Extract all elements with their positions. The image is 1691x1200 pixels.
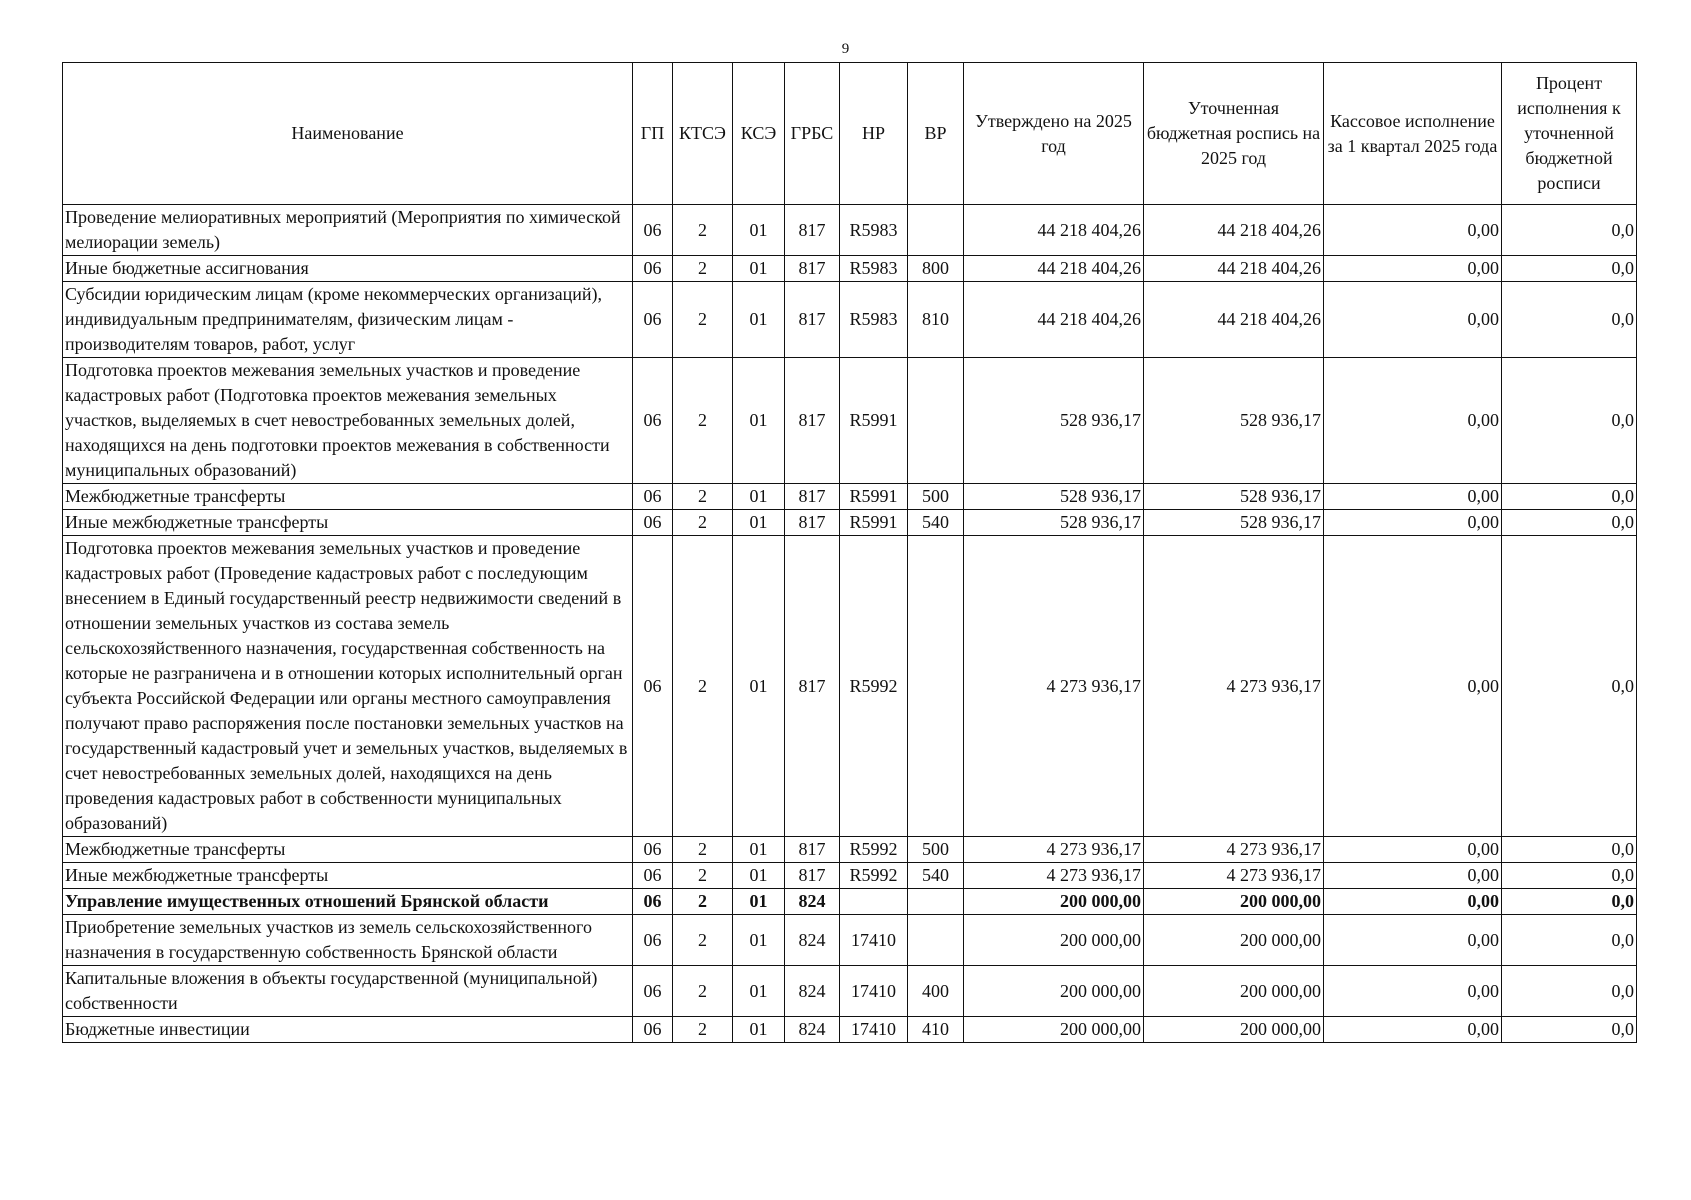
table-row-department-total [63,889,1637,915]
row-name: Иные бюджетные ассигнования [63,256,633,282]
row-refined: 44 218 404,26 [1144,256,1324,282]
row-name: Иные межбюджетные трансферты [63,863,633,889]
row-percent: 0,0 [1502,966,1637,1017]
row-name: Межбюджетные трансферты [63,484,633,510]
row-kse: 01 [733,863,785,889]
row-name: Капитальные вложения в объекты государственной (муниципальной) собственности [63,966,633,1017]
row-gp: 06 [633,889,673,915]
header-refined: Уточненная бюджетная роспись на 2025 год [1144,63,1324,205]
row-percent: 0,0 [1502,915,1637,966]
row-vr [908,536,964,837]
row-percent: 0,0 [1502,536,1637,837]
header-cash: Кассовое исполнение за 1 квартал 2025 года [1324,63,1502,205]
row-refined: 528 936,17 [1144,484,1324,510]
row-np: R5991 [840,358,908,484]
row-gp: 06 [633,256,673,282]
row-refined: 200 000,00 [1144,889,1324,915]
row-vr: 810 [908,282,964,358]
header-vr: ВР [908,63,964,205]
header-ktse: КТСЭ [673,63,733,205]
row-name: Подготовка проектов межевания земельных участков и проведение кадастровых работ (Проведение кадастровых работ с последующим внесением в Единый государственный реестр недвижимости сведений в отношении земельных участков из состава земель сельскохозяйственного назначения, государственная собственность на которые не разграничена и в отношении которых исполнительный орган субъекта Российской Федерации или органы местного самоуправления получают право распоряжения после постановки земельных участков на государственный кадастровый учет и земельных участков, выделяемых в счет невостребованных земельных долей, находящихся на день проведения кадастровых работ в собственности муниципальных образований) [63,536,633,837]
header-np: НР [840,63,908,205]
row-vr [908,358,964,484]
row-vr: 400 [908,966,964,1017]
table-header-row [63,63,1637,205]
row-grbs: 824 [785,966,840,1017]
row-name: Иные межбюджетные трансферты [63,510,633,536]
row-grbs: 824 [785,915,840,966]
row-vr [908,205,964,256]
row-percent: 0,0 [1502,358,1637,484]
row-name: Межбюджетные трансферты [63,837,633,863]
row-gp: 06 [633,837,673,863]
page-number: 9 [841,41,850,57]
row-approved: 528 936,17 [964,484,1144,510]
row-kse: 01 [733,205,785,256]
table-row [63,205,1637,256]
table-row [63,1017,1637,1043]
row-approved: 4 273 936,17 [964,837,1144,863]
row-kse: 01 [733,837,785,863]
row-ktse: 2 [673,282,733,358]
row-ktse: 2 [673,915,733,966]
row-kse: 01 [733,484,785,510]
row-np: R5992 [840,863,908,889]
row-cash: 0,00 [1324,863,1502,889]
row-approved: 200 000,00 [964,889,1144,915]
row-name: Управление имущественных отношений Брянской области [63,889,633,915]
row-refined: 200 000,00 [1144,915,1324,966]
row-percent: 0,0 [1502,256,1637,282]
row-grbs: 817 [785,256,840,282]
row-ktse: 2 [673,205,733,256]
row-cash: 0,00 [1324,358,1502,484]
row-np: 17410 [840,966,908,1017]
row-vr [908,889,964,915]
table-row [63,966,1637,1017]
row-percent: 0,0 [1502,1017,1637,1043]
row-cash: 0,00 [1324,966,1502,1017]
row-refined: 200 000,00 [1144,1017,1324,1043]
table-row [63,863,1637,889]
row-vr: 540 [908,510,964,536]
row-ktse: 2 [673,536,733,837]
row-gp: 06 [633,863,673,889]
row-approved: 4 273 936,17 [964,536,1144,837]
row-percent: 0,0 [1502,484,1637,510]
row-gp: 06 [633,282,673,358]
row-percent: 0,0 [1502,837,1637,863]
row-approved: 4 273 936,17 [964,863,1144,889]
table-row [63,536,1637,837]
row-np [840,889,908,915]
row-cash: 0,00 [1324,256,1502,282]
row-cash: 0,00 [1324,1017,1502,1043]
header-gp: ГП [633,63,673,205]
row-cash: 0,00 [1324,282,1502,358]
row-name: Бюджетные инвестиции [63,1017,633,1043]
row-approved: 528 936,17 [964,358,1144,484]
row-kse: 01 [733,889,785,915]
row-gp: 06 [633,484,673,510]
row-approved: 44 218 404,26 [964,205,1144,256]
row-approved: 44 218 404,26 [964,256,1144,282]
row-grbs: 817 [785,863,840,889]
row-refined: 528 936,17 [1144,510,1324,536]
row-cash: 0,00 [1324,837,1502,863]
row-np: R5983 [840,256,908,282]
row-cash: 0,00 [1324,510,1502,536]
row-name: Субсидии юридическим лицам (кроме некоммерческих организаций), индивидуальным предпринимателям, физическим лицам - производителям товаров, работ, услуг [63,282,633,358]
row-gp: 06 [633,358,673,484]
row-ktse: 2 [673,510,733,536]
row-gp: 06 [633,966,673,1017]
row-np: R5991 [840,510,908,536]
row-name: Проведение мелиоративных мероприятий (Мероприятия по химической мелиорации земель) [63,205,633,256]
row-refined: 200 000,00 [1144,966,1324,1017]
row-np: R5983 [840,282,908,358]
row-ktse: 2 [673,484,733,510]
row-grbs: 817 [785,484,840,510]
row-np: R5991 [840,484,908,510]
row-percent: 0,0 [1502,282,1637,358]
row-vr: 540 [908,863,964,889]
row-name: Подготовка проектов межевания земельных участков и проведение кадастровых работ (Подготовка проектов межевания земельных участков, выделяемых в счет невостребованных земельных долей, находящихся на день подготовки проектов межевания в собственности муниципальных образований) [63,358,633,484]
row-grbs: 817 [785,205,840,256]
row-ktse: 2 [673,966,733,1017]
row-refined: 44 218 404,26 [1144,205,1324,256]
row-kse: 01 [733,966,785,1017]
table-row [63,510,1637,536]
row-cash: 0,00 [1324,484,1502,510]
row-ktse: 2 [673,358,733,484]
row-ktse: 2 [673,889,733,915]
row-kse: 01 [733,510,785,536]
row-percent: 0,0 [1502,205,1637,256]
row-kse: 01 [733,256,785,282]
row-kse: 01 [733,1017,785,1043]
row-vr: 500 [908,484,964,510]
row-gp: 06 [633,915,673,966]
header-approved: Утверждено на 2025 год [964,63,1144,205]
row-grbs: 824 [785,889,840,915]
row-refined: 44 218 404,26 [1144,282,1324,358]
row-grbs: 824 [785,1017,840,1043]
row-approved: 44 218 404,26 [964,282,1144,358]
row-vr: 500 [908,837,964,863]
row-grbs: 817 [785,510,840,536]
row-refined: 4 273 936,17 [1144,536,1324,837]
row-grbs: 817 [785,358,840,484]
row-kse: 01 [733,915,785,966]
row-gp: 06 [633,205,673,256]
budget-table [62,62,1637,1043]
row-ktse: 2 [673,256,733,282]
row-percent: 0,0 [1502,889,1637,915]
table-row [63,256,1637,282]
header-kse: КСЭ [733,63,785,205]
row-gp: 06 [633,536,673,837]
row-percent: 0,0 [1502,510,1637,536]
row-name: Приобретение земельных участков из земель сельскохозяйственного назначения в государственную собственность Брянской области [63,915,633,966]
row-grbs: 817 [785,282,840,358]
table-row [63,282,1637,358]
row-gp: 06 [633,510,673,536]
row-grbs: 817 [785,837,840,863]
row-refined: 4 273 936,17 [1144,837,1324,863]
row-percent: 0,0 [1502,863,1637,889]
row-np: 17410 [840,915,908,966]
row-cash: 0,00 [1324,915,1502,966]
row-kse: 01 [733,358,785,484]
row-vr: 410 [908,1017,964,1043]
row-kse: 01 [733,536,785,837]
table-row [63,837,1637,863]
row-approved: 200 000,00 [964,915,1144,966]
row-ktse: 2 [673,837,733,863]
row-np: R5983 [840,205,908,256]
row-cash: 0,00 [1324,205,1502,256]
row-refined: 528 936,17 [1144,358,1324,484]
table-row [63,484,1637,510]
row-approved: 200 000,00 [964,1017,1144,1043]
row-ktse: 2 [673,1017,733,1043]
row-vr [908,915,964,966]
table-row [63,358,1637,484]
row-vr: 800 [908,256,964,282]
row-kse: 01 [733,282,785,358]
header-name: Наименование [63,63,633,205]
row-np: 17410 [840,1017,908,1043]
row-cash: 0,00 [1324,889,1502,915]
row-ktse: 2 [673,863,733,889]
row-gp: 06 [633,1017,673,1043]
row-np: R5992 [840,536,908,837]
table-row [63,915,1637,966]
row-np: R5992 [840,837,908,863]
row-grbs: 817 [785,536,840,837]
row-cash: 0,00 [1324,536,1502,837]
header-percent: Процент исполнения к уточненной бюджетной росписи [1502,63,1637,205]
row-approved: 528 936,17 [964,510,1144,536]
row-refined: 4 273 936,17 [1144,863,1324,889]
header-grbs: ГРБС [785,63,840,205]
row-approved: 200 000,00 [964,966,1144,1017]
